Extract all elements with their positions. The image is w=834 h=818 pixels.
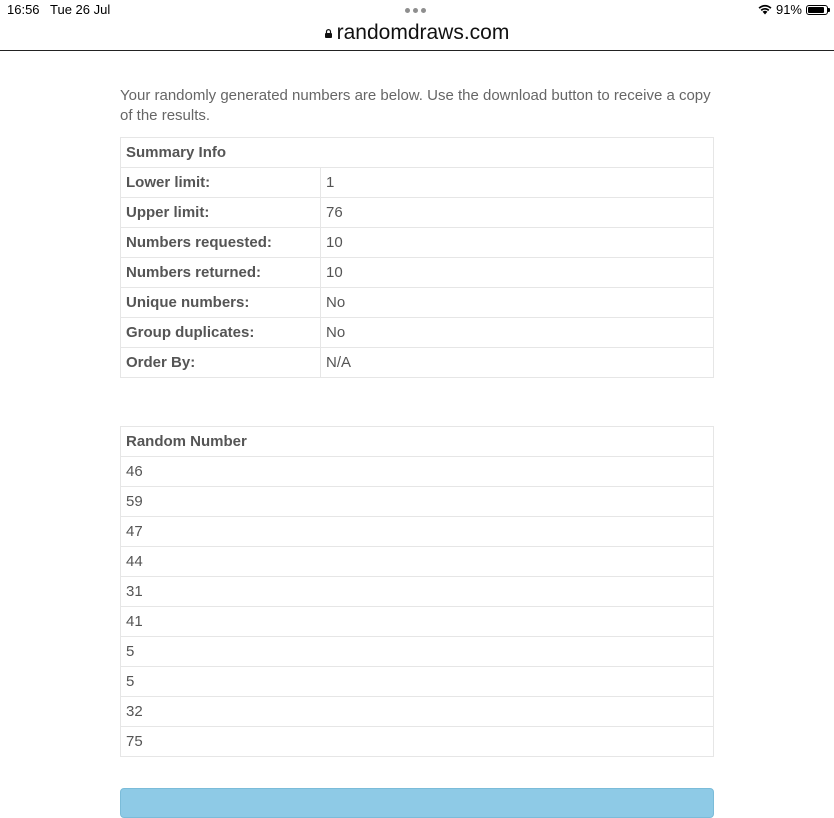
summary-label: Numbers requested:: [121, 228, 321, 258]
summary-label: Upper limit:: [121, 198, 321, 228]
result-row: [121, 577, 714, 607]
random-number-cell: 5: [121, 637, 714, 667]
summary-row: [121, 168, 714, 198]
summary-row: [121, 258, 714, 288]
battery-percentage: 91%: [775, 2, 802, 17]
random-number-cell: 41: [121, 607, 714, 637]
address-bar[interactable]: [0, 16, 834, 50]
result-row: [121, 517, 714, 547]
intro-text: Your randomly generated numbers are below. Use the download button to receive a copy of the results.: [120, 87, 711, 124]
summary-row: [121, 318, 714, 348]
random-number-cell: 59: [121, 487, 714, 517]
lock-icon: [325, 29, 332, 37]
toolbar-divider: [0, 50, 834, 51]
result-row: [121, 637, 714, 667]
summary-label: Lower limit:: [121, 168, 321, 198]
result-row: [121, 547, 714, 577]
summary-row: [121, 198, 714, 228]
random-number-cell: 44: [121, 547, 714, 577]
summary-row: [121, 228, 714, 258]
summary-table: [120, 137, 714, 378]
random-number-cell: 47: [121, 517, 714, 547]
download-button[interactable]: [120, 788, 714, 818]
summary-value: No: [321, 318, 714, 348]
random-number-cell: 5: [121, 667, 714, 697]
summary-label: Group duplicates:: [121, 318, 321, 348]
summary-row: [121, 288, 714, 318]
summary-label: Unique numbers:: [121, 288, 321, 318]
summary-value: No: [321, 288, 714, 318]
status-date: Tue 26 Jul: [50, 2, 111, 17]
result-row: [121, 667, 714, 697]
battery-icon: [806, 5, 828, 15]
summary-value: 1: [321, 168, 714, 198]
summary-value: 10: [321, 258, 714, 288]
random-number-cell: 75: [121, 727, 714, 757]
result-row: [121, 697, 714, 727]
summary-header: Summary Info: [121, 138, 714, 168]
result-row: [121, 487, 714, 517]
summary-value: N/A: [321, 348, 714, 378]
multitasking-dots-icon[interactable]: [405, 8, 426, 13]
results-table: [120, 426, 714, 757]
random-number-cell: 31: [121, 577, 714, 607]
result-row: [121, 457, 714, 487]
summary-row: [121, 348, 714, 378]
summary-label: Numbers returned:: [121, 258, 321, 288]
wifi-icon: [758, 4, 772, 15]
result-row: [121, 727, 714, 757]
summary-value: 10: [321, 228, 714, 258]
random-number-cell: 32: [121, 697, 714, 727]
summary-value: 76: [321, 198, 714, 228]
result-row: [121, 607, 714, 637]
status-time: 16:56: [7, 2, 40, 17]
results-header-row: [121, 427, 714, 457]
status-right: [758, 2, 828, 17]
results-header: Random Number: [121, 427, 714, 457]
url-text: randomdraws.com: [336, 21, 510, 44]
summary-header-row: [121, 138, 714, 168]
summary-label: Order By:: [121, 348, 321, 378]
random-number-cell: 46: [121, 457, 714, 487]
